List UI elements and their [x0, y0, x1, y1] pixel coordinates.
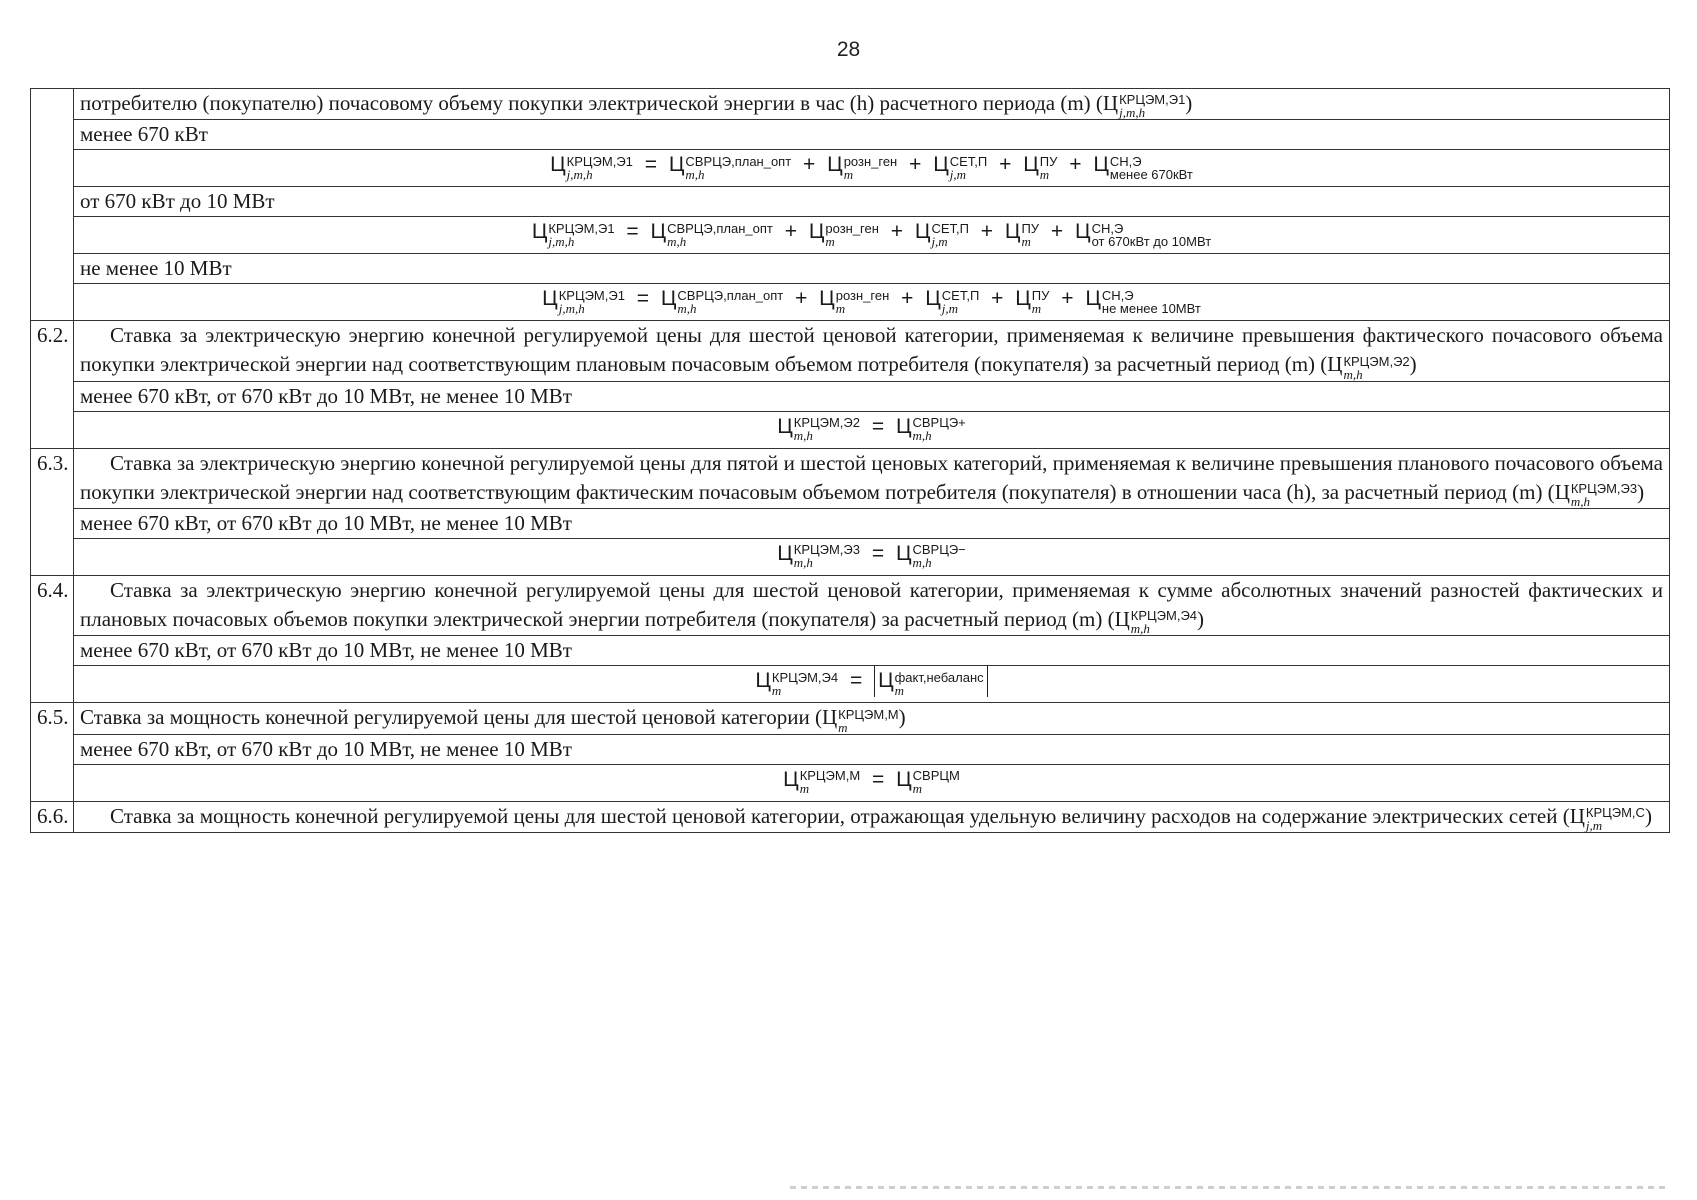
- power-range-label: менее 670 кВт, от 670 кВт до 10 МВт, не менее 10 МВт: [74, 636, 1670, 666]
- row-description: Ставка за электрическую энергию конечной регулируемой цены для шестой ценовой категории, применяемая к сумме абсолютных значений разностей фактических и плановых почасовых объемов покупки электрической энергии потребителя (покупателя) за расчетный период (m) (Ц КРЦЭМ,Э4 m,h ): [74, 576, 1670, 636]
- table-row: [31, 284, 1670, 321]
- table-row: [31, 666, 1670, 703]
- formula: Ц КРЦЭМ,Э3 m,h = Ц СВРЦЭ− m,h: [74, 539, 1670, 576]
- formula: Ц КРЦЭМ,М m = Ц СВРЦМ m: [74, 764, 1670, 801]
- power-range-label: от 670 кВт до 10 МВт: [74, 187, 1670, 217]
- absolute-value: Ц факт,небаланс m: [874, 666, 988, 696]
- table-row: [31, 150, 1670, 187]
- table-row: [31, 703, 1670, 734]
- table-row: [31, 576, 1670, 636]
- power-range-label: не менее 10 МВт: [74, 254, 1670, 284]
- row-number: 6.3.: [31, 448, 74, 575]
- table-row: [31, 636, 1670, 666]
- formula: Ц КРЦЭМ,Э1 j,m,h = Ц СВРЦЭ,план_опт m,h + Ц розн_ген m + Ц СЕТ,П j,m + Ц ПУ m + Ц СН,Э от 670кВт до 10МВт: [74, 217, 1670, 254]
- row-description: Ставка за мощность конечной регулируемой цены для шестой ценовой категории (Ц КРЦЭМ,М m ): [74, 703, 1670, 734]
- table-row: [31, 217, 1670, 254]
- formula: Ц КРЦЭМ,Э1 j,m,h = Ц СВРЦЭ,план_опт m,h + Ц розн_ген m + Ц СЕТ,П j,m + Ц ПУ m + Ц СН,Э менее 670кВт: [74, 150, 1670, 187]
- power-range-label: менее 670 кВт, от 670 кВт до 10 МВт, не менее 10 МВт: [74, 381, 1670, 411]
- table-row: [31, 254, 1670, 284]
- formula: Ц КРЦЭМ,Э2 m,h = Ц СВРЦЭ+ m,h: [74, 411, 1670, 448]
- power-range-label: менее 670 кВт: [74, 120, 1670, 150]
- formula: Ц КРЦЭМ,Э4 m = Ц факт,небаланс m: [74, 666, 1670, 703]
- row-number: 6.4.: [31, 576, 74, 703]
- power-range-label: менее 670 кВт, от 670 кВт до 10 МВт, не менее 10 МВт: [74, 734, 1670, 764]
- page-number: 28: [836, 38, 861, 61]
- row-description: Ставка за электрическую энергию конечной регулируемой цены для пятой и шестой ценовых категорий, применяемая к величине превышения планового почасового объема покупки электрической энергии над соответствующим фактическим почасовым объемом потребителя (покупателя) в отношении часа (h), за расчетный период (m) (Ц КРЦЭМ,Э3 m,h ): [74, 448, 1670, 508]
- table-row: [31, 187, 1670, 217]
- table-row: [31, 509, 1670, 539]
- power-range-label: менее 670 кВт, от 670 кВт до 10 МВт, не менее 10 МВт: [74, 509, 1670, 539]
- row-description: Ставка за мощность конечной регулируемой цены для шестой ценовой категории, отражающая удельную величину расходов на содержание электрических сетей (Ц КРЦЭМ,С j,m ): [74, 801, 1670, 832]
- table-row: [31, 120, 1670, 150]
- table-row: [31, 411, 1670, 448]
- table-row: [31, 381, 1670, 411]
- tariff-table: [30, 88, 1670, 833]
- table-row: [31, 764, 1670, 801]
- row-number: 6.6.: [31, 801, 74, 832]
- table-row: [31, 734, 1670, 764]
- table-row: [31, 321, 1670, 381]
- table-row: [31, 448, 1670, 508]
- table-row: [31, 89, 1670, 120]
- formula: Ц КРЦЭМ,Э1 j,m,h = Ц СВРЦЭ,план_опт m,h + Ц розн_ген m + Ц СЕТ,П j,m + Ц ПУ m + Ц СН,Э не менее 10МВт: [74, 284, 1670, 321]
- row-number-cell: [31, 89, 74, 321]
- row-description: потребителю (покупателю) почасовому объему покупки электрической энергии в час (h) расчетного периода (m) (Ц КРЦЭМ,Э1 j,m,h ): [74, 89, 1670, 120]
- table-row: [31, 539, 1670, 576]
- row-number: 6.2.: [31, 321, 74, 448]
- scan-artifact: [790, 1186, 1670, 1189]
- table-row: [31, 801, 1670, 832]
- row-description: Ставка за электрическую энергию конечной регулируемой цены для шестой ценовой категории, применяемая к величине превышения фактического почасового объема покупки электрической энергии над соответствующим плановым почасовым объемом потребителя (покупателя) за расчетный период (m) (Ц КРЦЭМ,Э2 m,h ): [74, 321, 1670, 381]
- row-number: 6.5.: [31, 703, 74, 801]
